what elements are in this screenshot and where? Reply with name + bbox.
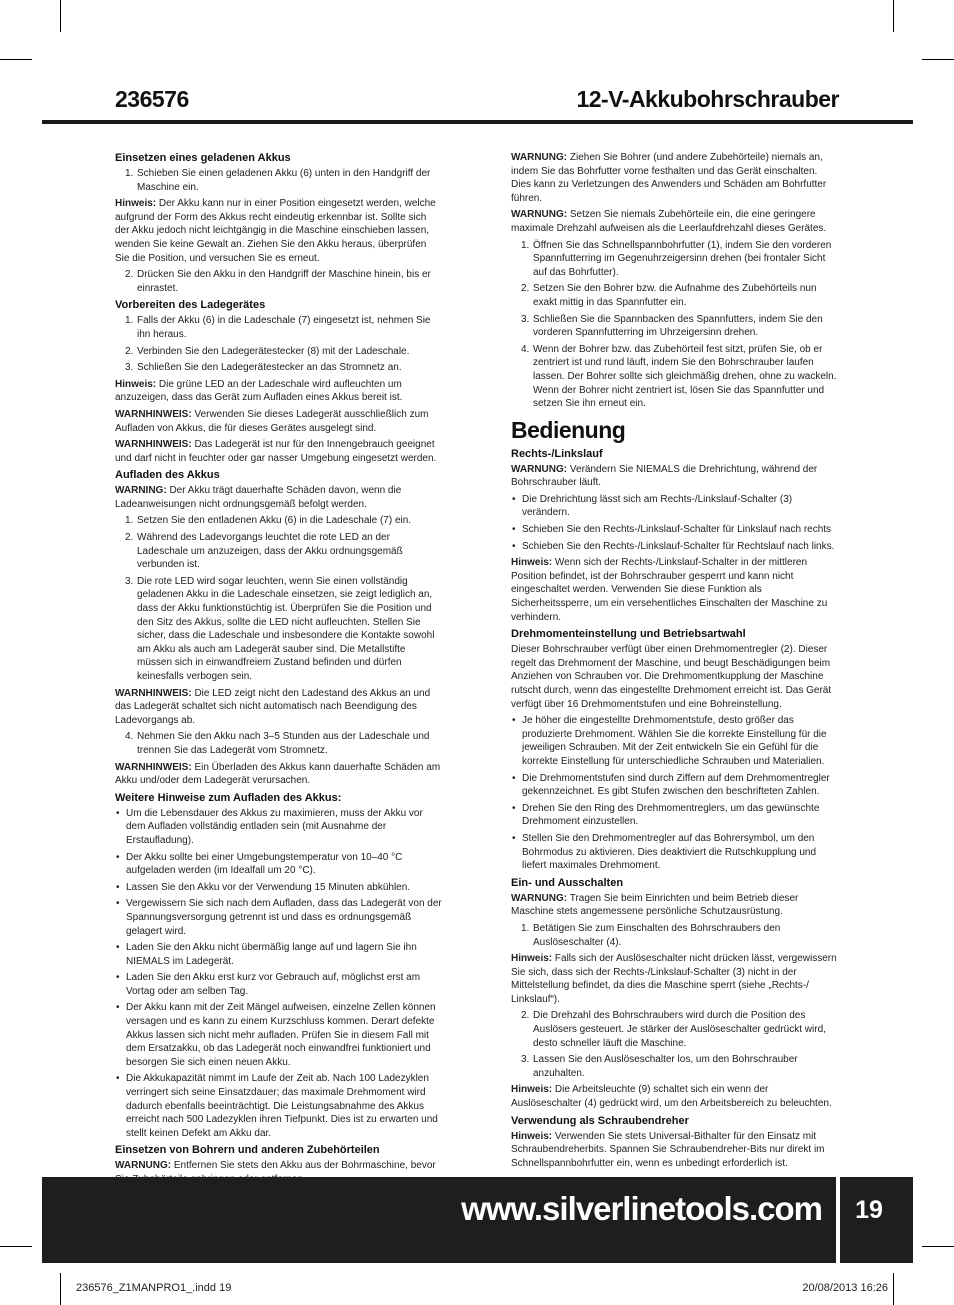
list-item: 2. Verbinden Sie den Ladegerätestecker (8) mit der Ladeschale.: [125, 345, 410, 357]
list-item-text: Die rote LED wird sogar leuchten, wenn Sie einen vollständig geladenen Akku in die Ladeschale einsetzen, sie zeigt lediglich an, dass der Akku funktionstüchtig ist. Überprüfen Sie die Position und den Sitz des Akkus, sollte die LED nicht aufleuchten. Stellen Sie sicher, dass die Ladeschale und insbesondere die Kontakte sowohl am Akku als auch am Ladegerät sauber sind. Die Metallstifte müssen sich in einwandfreiem Zustand befinden und dürfen keinesfalls verbogen sein.: [137, 575, 435, 682]
hint-label: Hinweis:: [511, 1130, 553, 1142]
list-item: 4. Wenn der Bohrer bzw. das Zubehörteil fest sitzt, prüfen Sie, ob er zentriert ist und rund läuft, indem Sie den Bohrschrauber laufen lassen. Der Bohrer sollte sich gleichmäßig drehen, ohne zu wackeln. Wenn der Bohrer nicht zentriert ist, lösen Sie das Spannfutter und setzen Sie ihn erneut ein.: [521, 343, 837, 410]
chapter-heading: Bedienung: [511, 416, 626, 443]
right-column: [511, 151, 839, 1173]
crop-mark: [922, 59, 954, 60]
warning-text: Die LED zeigt nicht den Ladestand des Akkus an und das Ladegerät schaltet sich nicht automatisch nach Beendigung des Ladevorgangs ab.: [115, 687, 431, 726]
warning-paragraph: [115, 438, 443, 465]
list-item: • Der Akku sollte bei einer Umgebungstemperatur von 10–40 °C aufgeladen werden (im Idealfall um 20 °C).: [115, 851, 443, 878]
list-item: 4. Nehmen Sie den Akku nach 3–5 Stunden aus der Ladeschale und trennen Sie das Ladegerät vom Stromnetz.: [125, 731, 430, 756]
crop-mark: [0, 59, 32, 60]
bullet-list: [511, 714, 839, 873]
list-item: 2. Drücken Sie den Akku in den Handgriff der Maschine hinein, bis er einrastet.: [125, 269, 431, 294]
print-slug-date: 20/08/2013 16:26: [802, 1282, 888, 1294]
list-item-text: Falls der Akku (6) in die Ladeschale (7) eingesetzt ist, nehmen Sie ihn heraus.: [137, 315, 431, 340]
footer-divider: [836, 1177, 840, 1263]
crop-mark: [893, 0, 894, 32]
list-item: 3. Lassen Sie den Auslöseschalter los, um den Bohrschrauber anzuhalten.: [521, 1054, 798, 1079]
numbered-list: [115, 268, 443, 295]
list-item: 2. Die Drehzahl des Bohrschraubers wird durch die Position des Auslösers gesteuert. Je stärker der Auslöseschalter gedrückt wird, desto schneller läuft die Maschine.: [521, 1010, 826, 1049]
body-paragraph: Dieser Bohrschrauber verfügt über einen Drehmomentregler (2). Dieser regelt das Drehmoment der Maschine, und beugt Beschädigungen beim Anziehen von Schrauben vor. Die Drehmomentkupplung der Maschine rutscht durch, wenn das eingestellte Drehmoment erreicht ist. Das Gerät verfügt über 16 Drehmomentstufen und eine Bohreinstellung.: [511, 644, 832, 710]
warning-text: Verändern Sie NIEMALS die Drehrichtung, während der Bohrschrauber läuft.: [511, 463, 818, 489]
page-number: 19: [855, 1196, 883, 1224]
warning-label: WARNHINWEIS:: [115, 687, 192, 699]
list-item-text: Öffnen Sie das Schnellspannbohrfutter (1), indem Sie den vorderen Spannfutterring im Gegenuhrzeigersinn drehen (bei frontaler Sicht auf das Bohrfutter).: [533, 239, 832, 278]
hint-paragraph: [511, 1130, 839, 1171]
warning-label: WARNING:: [115, 485, 167, 497]
crop-mark: [60, 1273, 61, 1305]
list-item: 1. Setzen Sie den entladenen Akku (6) in die Ladeschale (7) ein.: [125, 515, 412, 527]
hint-text: Die grüne LED an der Ladeschale wird aufleuchten um anzuzeigen, dass das Gerät zum Aufladen eines Akkus bereit ist.: [115, 378, 403, 404]
list-item-text: Die Drehzahl des Bohrschraubers wird durch die Position des Auslösers gesteuert. Je stärker der Auslöseschalter gedrückt wird, desto schneller läuft die Maschine.: [533, 1010, 826, 1049]
warning-text: Tragen Sie beim Einrichten und beim Betrieb dieser Maschine stets angemessene persönliche Schutzausrüstung.: [511, 892, 799, 918]
hint-paragraph: [115, 378, 443, 405]
list-item: • Lassen Sie den Akku vor der Verwendung 15 Minuten abkühlen.: [115, 881, 443, 895]
section-heading: Rechts-/Linkslauf: [511, 447, 603, 460]
list-item: • Der Akku kann mit der Zeit Mängel aufweisen, einzelne Zellen können versagen und es kann zu einem Kurzschluss kommen. Derart defekte Akkus lassen sich nicht mehr aufladen. Prüfen Sie in diesem Fall mit dem Ersatzakku, ob das Ladegerät noch einwandfrei funktioniert und besorgen Sie sich einen neuen Akku.: [115, 1001, 443, 1069]
hint-paragraph: [511, 556, 839, 624]
bullet-list: [115, 807, 443, 1141]
warning-paragraph: [115, 408, 443, 435]
hint-label: Hinweis:: [511, 953, 553, 965]
crop-mark: [0, 1246, 32, 1247]
warning-label: WARNHINWEIS:: [115, 761, 192, 773]
list-item: • Um die Lebensdauer des Akkus zu maximieren, muss der Akku vor dem Aufladen vollständig entladen sein (mit Ausnahme der Erstaufladung).: [115, 807, 443, 848]
hint-label: Hinweis:: [115, 198, 157, 210]
list-item: • Schieben Sie den Rechts-/Linkslauf-Schalter für Linkslauf nach rechts: [511, 523, 839, 537]
list-item-text: Schließen Sie die Spannbacken des Spannfutters, indem Sie den vorderen Spannfutterring im Uhrzeigersinn drehen.: [533, 313, 823, 339]
list-item-text: Während des Ladevorgangs leuchtet die rote LED an der Ladeschale um anzuzeigen, dass der Akku ordnungsgemäß verbunden ist.: [137, 532, 403, 571]
list-item: 3. Schließen Sie den Ladegerätestecker an das Stromnetz an.: [125, 362, 402, 374]
list-item-text: Schieben Sie einen geladenen Akku (6) unten in den Handgriff der Maschine ein.: [137, 168, 431, 193]
section-heading: Ein- und Ausschalten: [511, 876, 624, 889]
page-title: 12-V-Akkubohrschrauber: [576, 86, 839, 112]
list-item: • Die Drehrichtung lässt sich am Rechts-/Linkslauf-Schalter (3) verändern.: [511, 493, 839, 520]
hint-text: Wenn sich der Rechts-/Linkslauf-Schalter in der mittleren Position befindet, ist der Bohrschrauber gesperrt und kann nicht eingeschaltet werden. Verwenden Sie diese Funktion als Sicherheitssperre, um ein versehentliches Einschalten der Maschine zu verhindern.: [511, 557, 828, 623]
list-item: • Die Drehmomentstufen sind durch Ziffern auf dem Drehmomentregler gekennzeichnet. Es gibt Stufen zwischen den beschrifteten Zahlen.: [511, 772, 839, 799]
list-item: 2. Setzen Sie den Bohrer bzw. die Aufnahme des Zubehörteils nun exakt mittig in das Spannfutter ein.: [521, 283, 817, 308]
list-item-text: Setzen Sie den entladenen Akku (6) in die Ladeschale (7) ein.: [137, 515, 412, 527]
hint-text: Verwenden Sie stets Universal-Bithalter für den Einsatz mit Schraubendreherbits. Spannen Sie Schraubendreher-Bits nur direkt im Schnellspannbohrfutter ein, wenn es unbedingt erforderlich ist.: [511, 1130, 825, 1169]
hint-label: Hinweis:: [115, 378, 157, 390]
list-item-text: Verbinden Sie den Ladegerätestecker (8) mit der Ladeschale.: [137, 345, 410, 357]
list-item-text: Schließen Sie den Ladegerätestecker an das Stromnetz an.: [137, 362, 402, 374]
hint-text: Falls sich der Auslöseschalter nicht drücken lässt, vergewissern Sie sich, dass sich der Rechts-/Linkslauf-Schalter (3) nicht in der Mittelstellung befindet, da dies die Maschine sperrt (siehe „Rechts-/ Linkslauf“).: [511, 953, 837, 1005]
warning-label: WARNUNG:: [511, 463, 568, 475]
list-item: • Je höher die eingestellte Drehmomentstufe, desto größer das produzierte Drehmoment. Wählen Sie die korrekte Einstellung für die jeweiligen Schrauben. Mit der Zeit entwickeln Sie ein Gefühl für die korrekte Einstellung für unterschiedliche Schrauben und Materialien.: [511, 714, 839, 768]
numbered-list: [115, 730, 443, 757]
section-heading: Weitere Hinweise zum Aufladen des Akkus:: [115, 791, 342, 804]
warning-text: Verwenden Sie dieses Ladegerät ausschließlich zum Aufladen von Akkus, die für dieses Gerätes ausgelegt sind.: [115, 408, 429, 434]
list-item: 1. Öffnen Sie das Schnellspannbohrfutter (1), indem Sie den vorderen Spannfutterring im Gegenuhrzeigersinn drehen (bei frontaler Sicht auf das Bohrfutter).: [521, 239, 832, 278]
numbered-list: [115, 514, 443, 683]
warning-label: WARNHINWEIS:: [115, 439, 192, 451]
section-heading: Einsetzen eines geladenen Akkus: [115, 152, 291, 164]
hint-label: Hinweis:: [511, 557, 553, 569]
numbered-list: [115, 314, 443, 374]
numbered-list: [511, 239, 839, 411]
list-item-text: Nehmen Sie den Akku nach 3–5 Stunden aus der Ladeschale und trennen Sie das Ladegerät vom Stromnetz.: [137, 731, 430, 756]
crop-mark: [60, 0, 61, 32]
list-item-text: Wenn der Bohrer bzw. das Zubehörteil fest sitzt, prüfen Sie, ob er zentriert ist und rund läuft, indem Sie den Bohrschrauber laufen lassen. Der Bohrer sollte sich gleichmäßig drehen, ohne zu wackeln. Wenn der Bohrer nicht zentriert ist, lösen Sie das Spannfutter und setzen Sie ihn erneut ein.: [533, 343, 837, 410]
warning-paragraph: [115, 761, 443, 788]
list-item-text: Drücken Sie den Akku in den Handgriff der Maschine hinein, bis er einrastet.: [137, 269, 431, 294]
warning-text: Entfernen Sie stets den Akku aus der Bohrmaschine, bevor: [173, 1160, 436, 1172]
warning-label: WARNHINWEIS:: [115, 408, 192, 420]
hint-label: Hinweis:: [511, 1084, 553, 1096]
numbered-list: [511, 1009, 839, 1080]
hint-paragraph: [511, 952, 839, 1006]
section-heading: Aufladen des Akkus: [115, 469, 220, 482]
crop-mark: [893, 1273, 894, 1305]
website-link[interactable]: www.silverlinetools.com: [461, 1190, 822, 1227]
list-item: 3. Schließen Sie die Spannbacken des Spannfutters, indem Sie den vorderen Spannfutterring im Uhrzeigersinn drehen.: [521, 313, 823, 339]
hint-text: Die Arbeitsleuchte (9) schaltet sich ein wenn der Auslöseschalter (4) gedrückt wird, um den Arbeitsbereich zu beleuchten.: [511, 1084, 832, 1110]
warning-paragraph: [511, 208, 839, 235]
section-heading: Einsetzen von Bohrern und anderen Zubehörteilen: [115, 1144, 380, 1157]
warning-text: Der Akku trägt dauerhafte Schäden davon, wenn die Ladeanweisungen nicht ordnungsgemäß befolgt werden.: [115, 485, 402, 510]
warning-text: Ein Überladen des Akkus kann dauerhafte Schäden am Akku und/oder dem Ladegerät verursachen.: [115, 761, 441, 787]
warning-paragraph: [511, 463, 839, 490]
section-heading: Vorbereiten des Ladegerätes: [115, 299, 266, 312]
warning-label: WARNUNG:: [511, 892, 568, 904]
list-item-text: Lassen Sie den Auslöseschalter los, um den Bohrschrauber anzuhalten.: [533, 1054, 798, 1079]
numbered-list: [115, 167, 443, 194]
hint-paragraph: [115, 197, 443, 265]
list-item: • Drehen Sie den Ring des Drehmomentreglers, um das gewünschte Drehmoment einzustellen.: [511, 802, 839, 829]
list-item: • Laden Sie den Akku erst kurz vor Gebrauch auf, möglichst erst am Vortag oder am selben Tag.: [115, 971, 443, 998]
warning-label: WARNUNG:: [511, 152, 568, 163]
list-item: • Stellen Sie den Drehmomentregler auf das Bohrersymbol, um den Bohrmodus zu aktivieren. Dies deaktiviert die Rutschkupplung und liefert maximales Drehmoment.: [511, 832, 839, 873]
warning-label: WARNUNG:: [511, 209, 568, 221]
warning-paragraph: [115, 484, 443, 511]
list-item: 1. Betätigen Sie zum Einschalten des Bohrschraubers den Auslöseschalter (4).: [521, 922, 781, 948]
header-rule: [42, 120, 913, 124]
warning-text: Das Ladegerät ist nur für den Innengebrauch geeignet und darf nicht in feuchter oder gar nasser Umgebung eingesetzt werden.: [115, 439, 437, 464]
warning-paragraph: [511, 151, 839, 205]
list-item: 3. Die rote LED wird sogar leuchten, wenn Sie einen vollständig geladenen Akku in die Ladeschale einsetzen, sie zeigt lediglich an, dass der Akku funktionstüchtig ist. Überprüfen Sie die Position und den Sitz des Akkus, sollte die LED nicht aufleuchten. Stellen Sie sicher, dass die Ladeschale und insbesondere die Kontakte sowohl am Akku als auch am Ladegerät sauber sind. Die Metallstifte müssen sich in einwandfreiem Zustand befinden und dürfen keinesfalls verbogen sein.: [125, 575, 435, 682]
crop-mark: [922, 1246, 954, 1247]
list-item: 1. Schieben Sie einen geladenen Akku (6) unten in den Handgriff der Maschine ein.: [125, 168, 431, 193]
hint-paragraph: [511, 1083, 839, 1110]
hint-text: Der Akku kann nur in einer Position eingesetzt werden, welche aufgrund der Form des Akkus recht eindeutig erkennbar ist. Sollte sich der Akku jedoch nicht leichtgängig in die Maschine einschieben lassen, wenden Sie keine Gewalt an. Ziehen Sie den Akku heraus, überprüfen Sie die Position, und versuchen Sie es erneut.: [115, 198, 436, 264]
list-item: • Laden Sie den Akku nicht übermäßig lange auf und lagern Sie ihn NIEMALS im Ladegerät.: [115, 941, 443, 968]
list-item: 2. Während des Ladevorgangs leuchtet die rote LED an der Ladeschale um anzuzeigen, dass der Akku ordnungsgemäß verbunden ist.: [125, 532, 403, 571]
product-number: 236576: [115, 86, 189, 112]
list-item: 1. Falls der Akku (6) in die Ladeschale (7) eingesetzt ist, nehmen Sie ihn heraus.: [125, 315, 431, 340]
section-heading: Drehmomenteinstellung und Betriebsartwahl: [511, 628, 746, 641]
section-heading: Verwendung als Schraubendreher: [511, 1114, 689, 1127]
warning-paragraph: [115, 687, 443, 728]
list-item-text: Betätigen Sie zum Einschalten des Bohrschraubers den Auslöseschalter (4).: [533, 922, 781, 948]
left-column: [115, 151, 443, 1190]
list-item: • Schieben Sie den Rechts-/Linkslauf-Schalter für Rechtslauf nach links.: [511, 540, 839, 554]
list-item-text: Setzen Sie den Bohrer bzw. die Aufnahme des Zubehörteils nun exakt mittig in das Spannfutter ein.: [533, 283, 817, 308]
bullet-list: [511, 493, 839, 553]
warning-text: Setzen Sie niemals Zubehörteile ein, die eine geringere maximale Drehzahl aufweisen als die Leerlaufdrehzahl dieses Gerätes.: [511, 209, 827, 234]
list-item: • Die Akkukapazität nimmt im Laufe der Zeit ab. Nach 100 Ladezyklen verringert sich seine Einsatzdauer; das maximale Drehmoment wird dadurch ebenfalls beeinträchtigt. Die Leistungsabnahme des Akkus erreicht nach 500 Ladezyklen ihren Tiefpunkt. Dies ist zu erwarten und stellt keinen Defekt am Akku dar.: [115, 1072, 443, 1140]
list-item: • Vergewissern Sie sich nach dem Aufladen, dass das Ladegerät von der Spannungsversorgung getrennt ist und dass es ordnungsgemäß gelagert wird.: [115, 897, 443, 938]
warning-text: Ziehen Sie Bohrer (und andere Zubehörteile) niemals an, indem Sie das Bohrfutter vorne festhalten und das Gerät einschalten. Dies kann zu Verletzungen des Anwenders und Schäden am Bohrfutter führen.: [511, 152, 827, 204]
print-slug-file: 236576_Z1MANPRO1_.indd 19: [76, 1282, 232, 1294]
warning-label: WARNUNG:: [115, 1160, 172, 1172]
numbered-list: [511, 922, 839, 949]
warning-paragraph: [511, 892, 839, 919]
